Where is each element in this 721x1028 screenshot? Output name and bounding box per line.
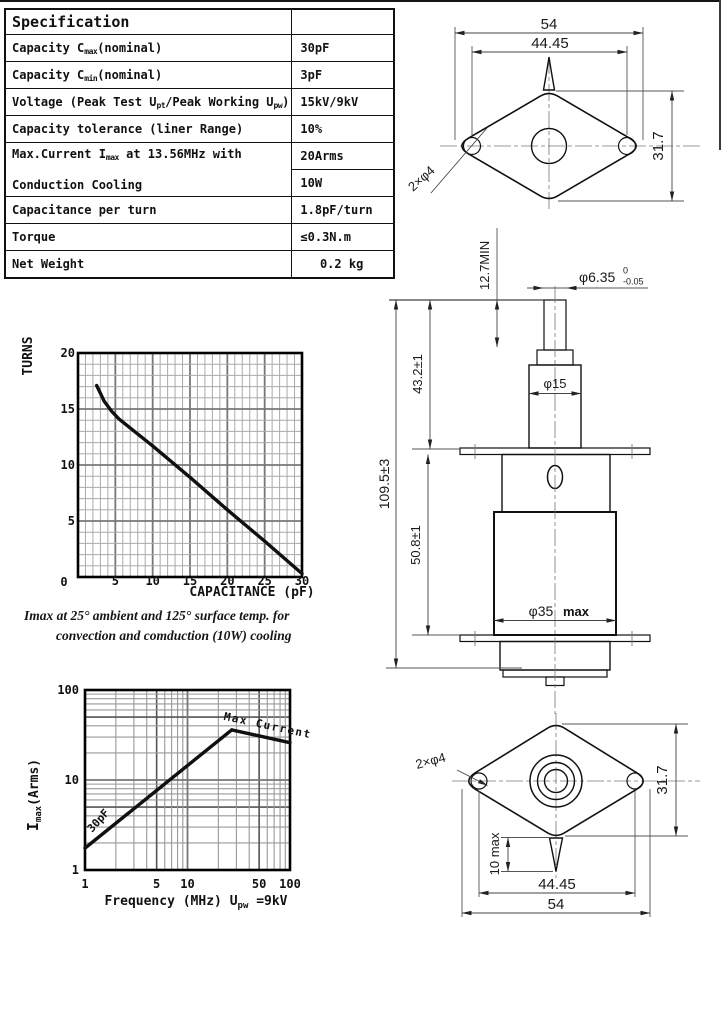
chart1-x-tick: 15 (182, 574, 198, 588)
chart1-y-tick: 5 (67, 514, 75, 528)
chart-imax-vs-frequency (24, 683, 313, 911)
spec-label: Net Weight (5, 251, 292, 279)
spec-value: 15kV/9kV (292, 89, 394, 116)
dim-shaft-tol-lower: -0.05 (623, 276, 644, 287)
dim-neck-diameter: φ15 (543, 376, 567, 391)
dim-bottom-width: 54 (547, 896, 565, 913)
dim-pin-length: 10 max (487, 832, 502, 876)
cooling-note-line2: convection and comduction (10W) cooling (56, 628, 292, 644)
dim-body-diameter: φ35 (528, 603, 554, 619)
chart2-x-axis-title: Frequency (MHz) $U_{pw} =9kV$ (104, 894, 288, 911)
spec-value: 3pF (292, 62, 394, 89)
spec-label: Capacity tolerance (liner Range) (5, 116, 292, 143)
spec-value: ≤0.3N.m (292, 224, 394, 251)
chart2-x-tick: 50 (251, 877, 267, 891)
spec-value: 30pF (292, 35, 394, 62)
chart2-y-tick: 100 (57, 683, 79, 697)
chart1-x-tick: 10 (145, 574, 160, 588)
chart1-y-tick: 10 (60, 458, 75, 472)
spec-label: Voltage (Peak Test $U_{pt}$/Peak Working $U_{pw}$) (5, 89, 292, 116)
dim-shaft-min-length: 12.7MIN (477, 240, 492, 290)
chart2-x-tick: 1 (81, 877, 89, 891)
dim-top-hole-spacing: 44.45 (531, 35, 569, 52)
curve-turns-vs-capacitance (97, 385, 302, 573)
chart1-x-axis-title: CAPACITANCE (pF) (189, 585, 315, 600)
top-view-drawing (405, 16, 700, 212)
dim-body-length: 50.8±1 (408, 525, 423, 565)
dim-top-width: 54 (540, 16, 558, 33)
dim-shaft-diameter: φ6.35 (579, 269, 616, 285)
dim-shaft-tol-upper: 0 (623, 265, 629, 276)
chart1-y-tick: 15 (60, 402, 75, 416)
bottom-view-drawing (414, 713, 700, 917)
dim-upper-section: 43.2±1 (410, 354, 425, 394)
spec-value: 10W (292, 170, 394, 197)
chart2-x-tick: 100 (279, 877, 301, 891)
chart1-y-tick: 20 (60, 346, 75, 360)
chart2-y-tick: 1 (71, 863, 79, 877)
dim-bottom-hole-spacing: 44.45 (538, 876, 576, 893)
spec-value: 0.2 kg (292, 251, 394, 279)
chart2-x-tick: 5 (153, 877, 161, 891)
dim-top-holes: 2×φ4 (404, 162, 438, 195)
chart1-x-tick: 30 (294, 574, 310, 588)
spec-value: 20Arms (292, 143, 394, 170)
dim-bottom-holes: 2×φ4 (413, 749, 448, 772)
chart-turns-vs-capacitance (60, 346, 309, 589)
chart1-x-tick: 25 (257, 574, 272, 588)
dim-total-height: 109.5±3 (376, 458, 392, 510)
spec-label: Capacity $C_{min}(nominal)$ (5, 62, 292, 89)
spec-value: 10% (292, 116, 394, 143)
chart1-x-tick: 20 (220, 574, 235, 588)
spec-label: Torque (5, 224, 292, 251)
dim-top-height: 31.7 (650, 131, 667, 161)
dim-body-diameter-max: max (562, 604, 590, 619)
spec-label: Max.Current $I_{max}$ at 13.56MHz with Conduction Cooling (5, 143, 292, 197)
side-view-drawing (376, 228, 650, 714)
dim-bottom-height: 31.7 (654, 765, 671, 795)
chart1-y-axis-title: TURNS (21, 336, 36, 376)
spec-label: Capacitance per turn (5, 197, 292, 224)
chart2-x-tick: 10 (180, 877, 195, 891)
spec-table-title: Specification (5, 9, 292, 35)
chart2-y-tick: 10 (64, 773, 79, 787)
chart1-x-tick: 5 (111, 574, 119, 588)
spec-value: 1.8pF/turn (292, 197, 394, 224)
cooling-note-line1: Imax at 25° ambient and 125° surface temp. for (24, 608, 290, 623)
chart2-y-axis-title: $I_{max}(Arms)$ (24, 758, 44, 832)
chart1-origin-tick: 0 (60, 575, 68, 589)
series-label-30pF: 30pF (84, 806, 113, 835)
series-label-max-current: Max Current (222, 709, 313, 742)
spec-label: Capacity $C_{max}(nominal)$ (5, 35, 292, 62)
